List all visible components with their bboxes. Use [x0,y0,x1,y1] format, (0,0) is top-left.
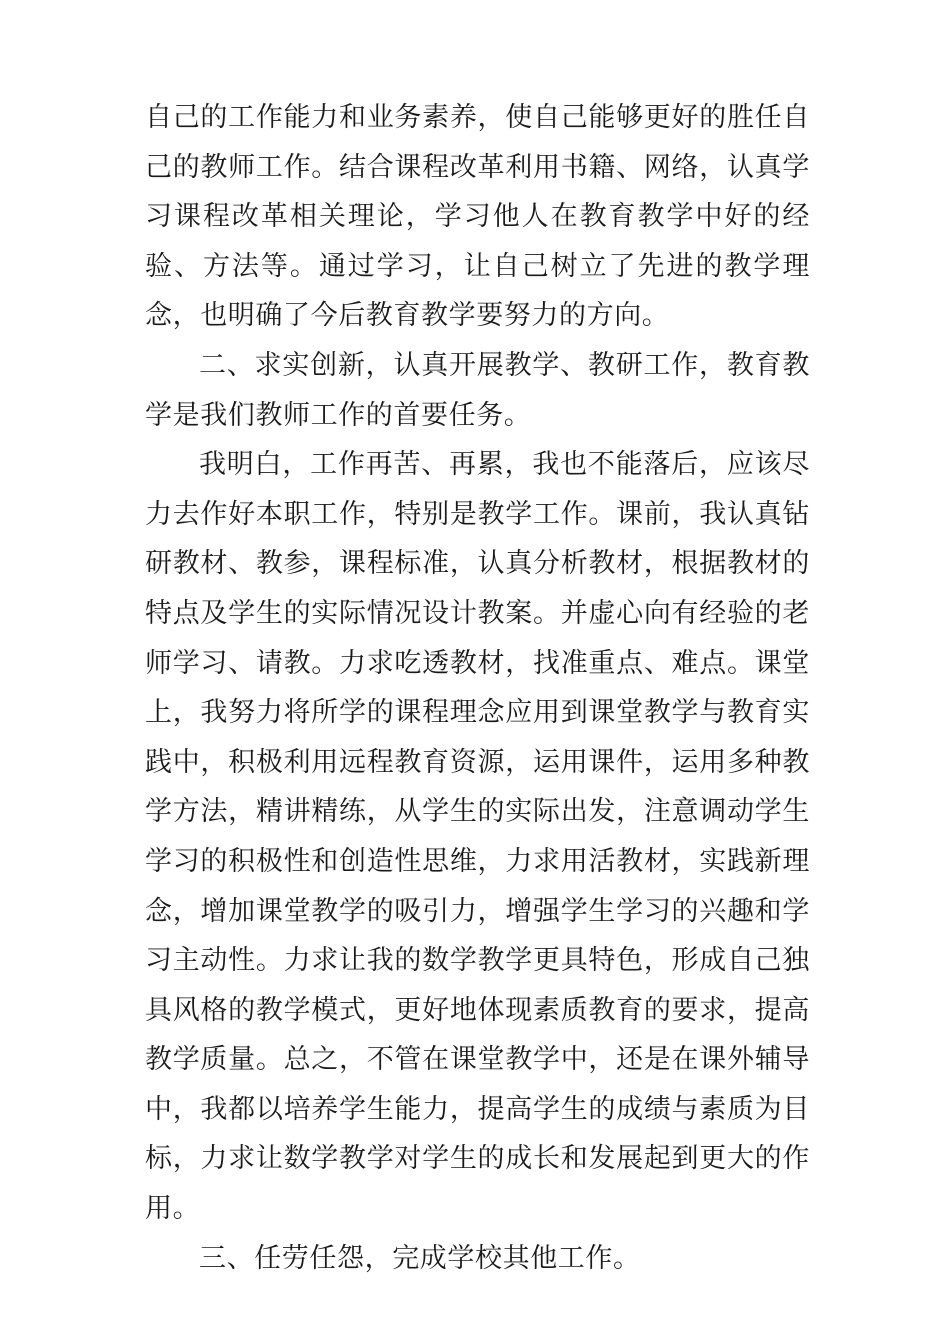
paragraph-1: 自己的工作能力和业务素养，使自己能够更好的胜任自己的教师工作。结合课程改革利用书籍、网络，认真学习课程改革相关理论，学习他人在教育教学中好的经验、方法等。通过学习，让自己树立了先进的教学理念，也明确了今后教育教学要努力的方向。 [145,102,810,332]
paragraph-2: 二、求实创新，认真开展教学、教研工作，教育教学是我们教师工作的首要任务。 [145,349,810,431]
paragraph-3: 我明白，工作再苦、再累，我也不能落后，应该尽力去作好本职工作，特别是教学工作。课前，我认真钻研教材、教参，课程标准，认真分析教材，根据教材的特点及学生的实际情况设计教案。并虚心向有经验的老师学习、请教。力求吃透教材，找准重点、难点。课堂上，我努力将所学的课程理念应用到课堂教学与教育实践中，积极利用远程教育资源，运用课件，运用多种教学方法，精讲精练，从学生的实际出发，注意调动学生学习的积极性和创造性思维，力求用活教材，实践新理念，增加课堂教学的吸引力，增强学生学习的兴趣和学习主动性。力求让我的数学教学更具特色，形成自己独具风格的教学模式，更好地体现素质教育的要求，提高教学质量。总之，不管在课堂教学中，还是在课外辅导中，我都以培养学生能力，提高学生的成绩与素质为目标，力求让数学教学对学生的成长和发展起到更大的作用。 [145,449,810,1225]
document-body [145,93,810,1283]
paragraph-4: 三、任劳任怨，完成学校其他工作。 [199,1242,641,1274]
